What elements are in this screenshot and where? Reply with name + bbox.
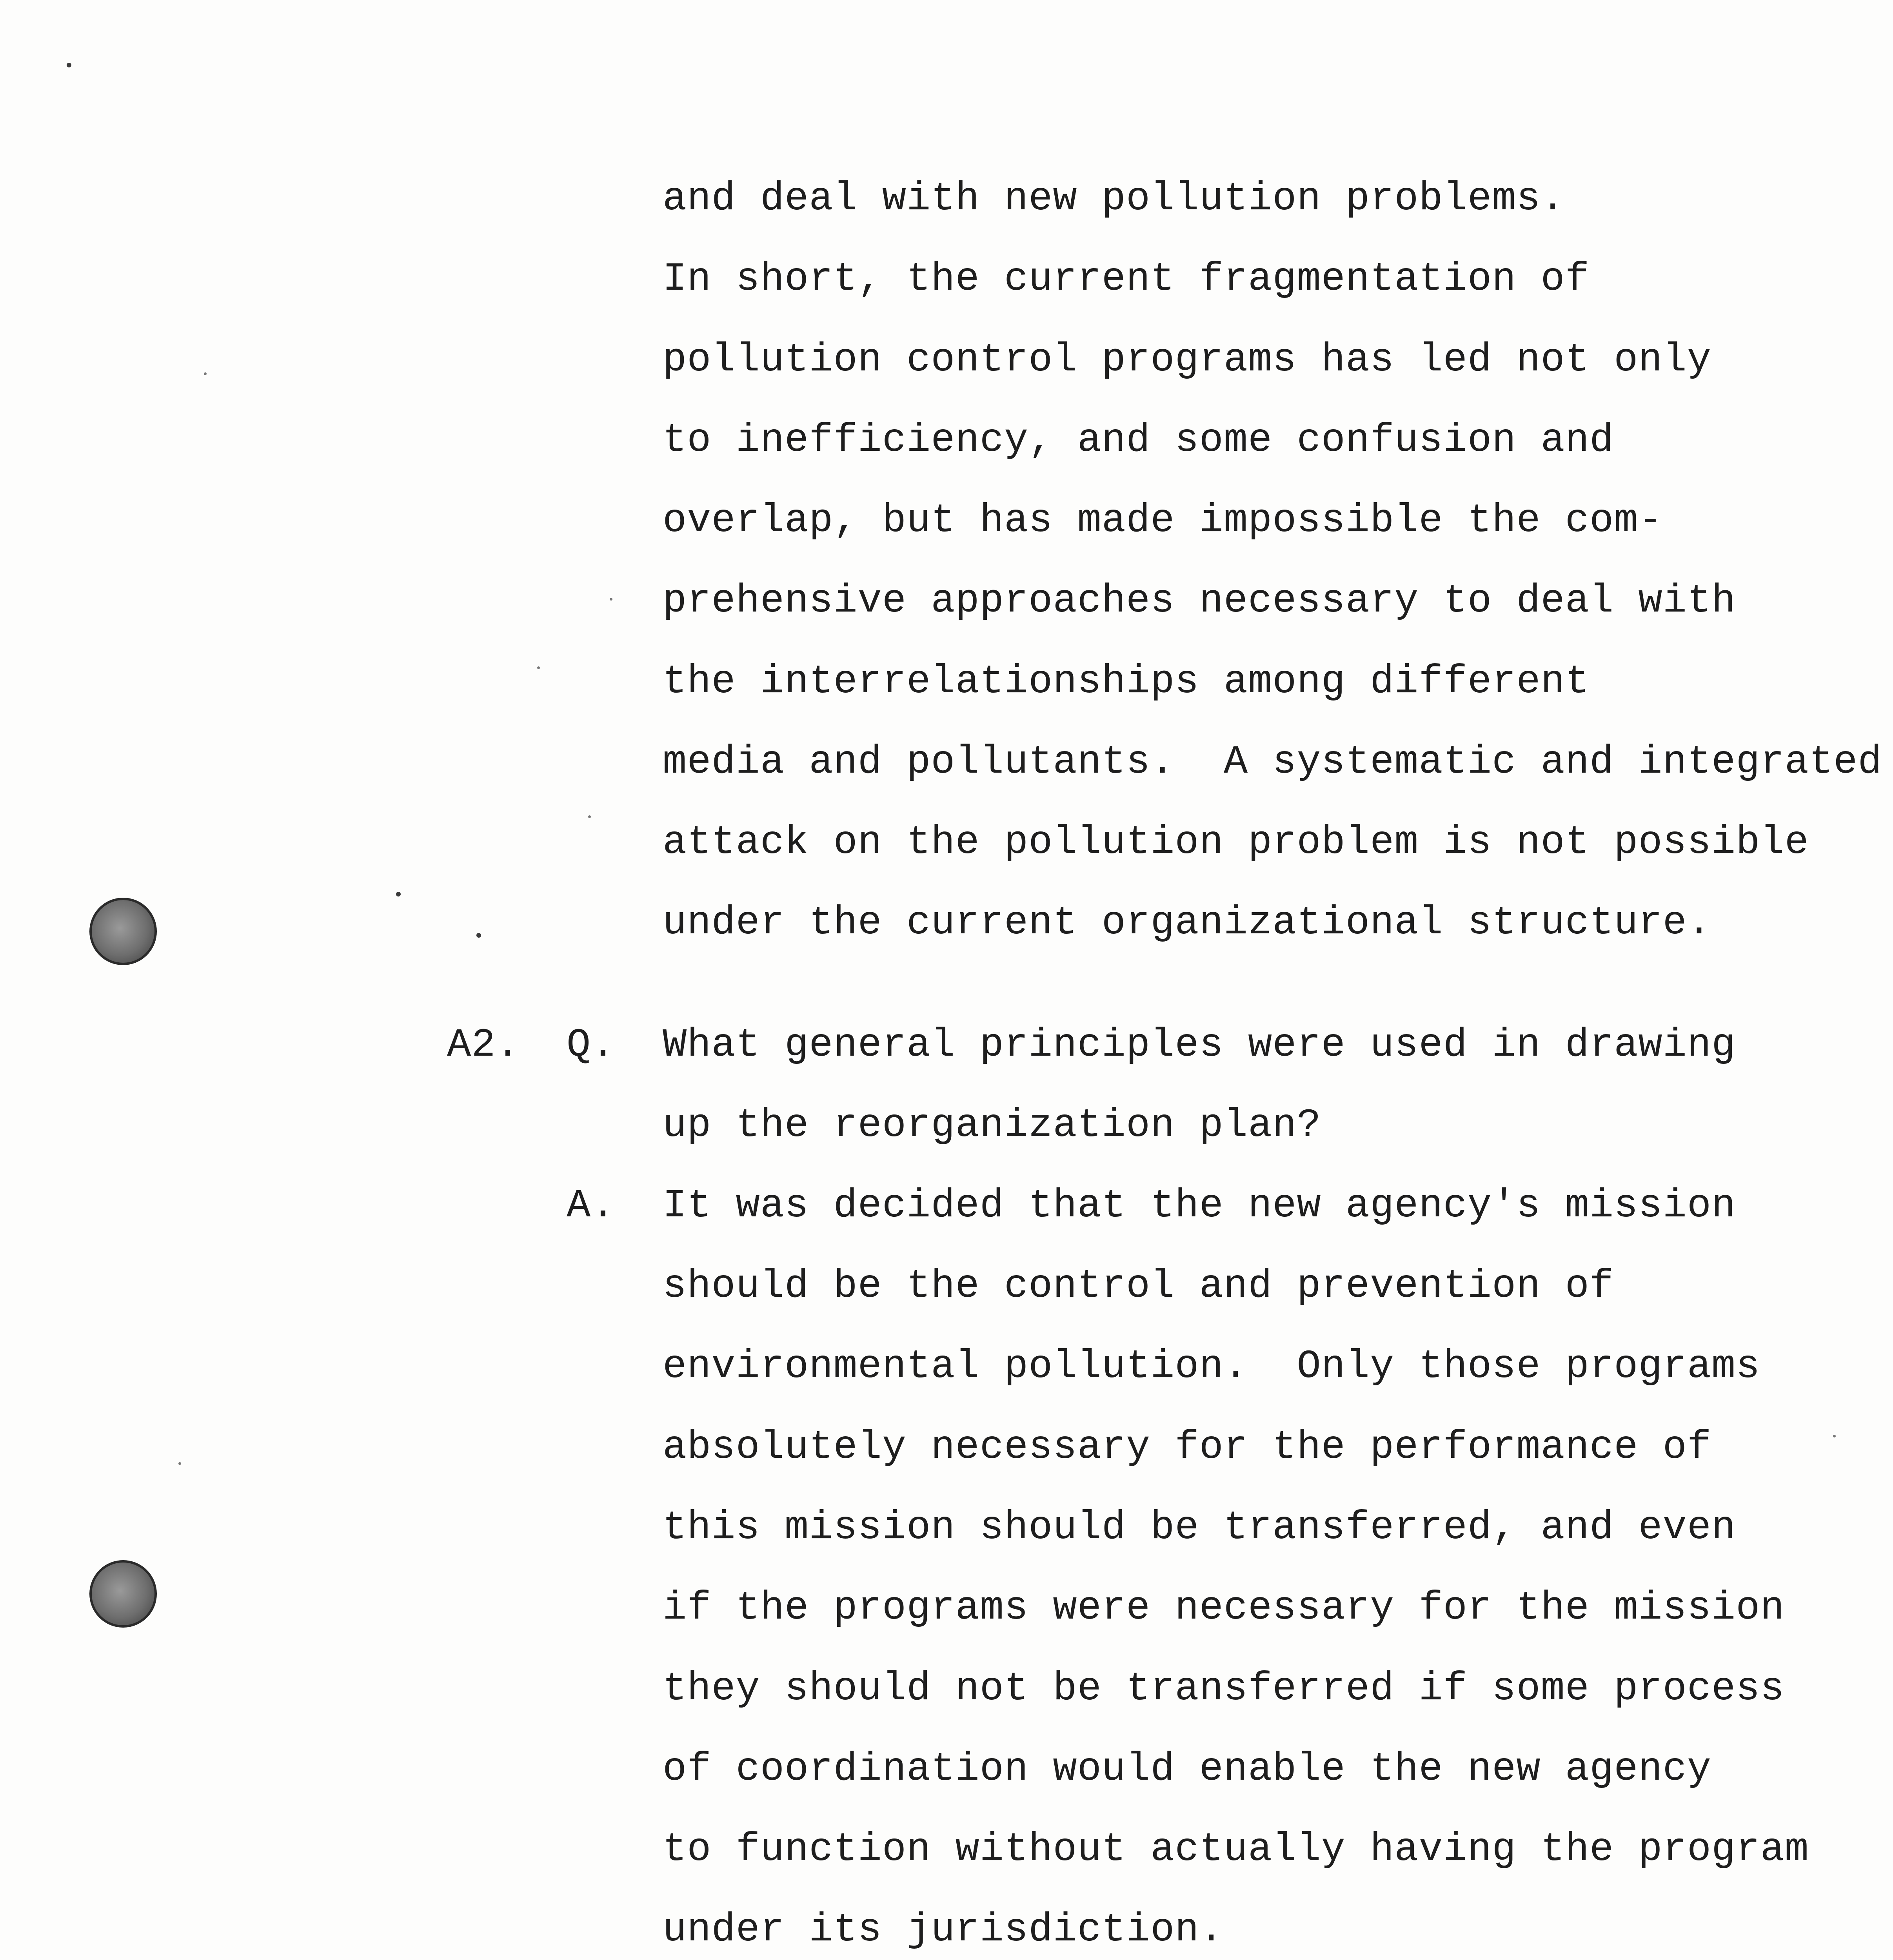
answer-text-line: to function without actually having the program <box>663 1827 1809 1872</box>
scan-speck <box>396 892 401 897</box>
answer-text-line: of coordination would enable the new agency <box>663 1746 1712 1792</box>
body-text-line: the interrelationships among different <box>663 659 1590 704</box>
body-text-line: attack on the pollution problem is not possible <box>663 820 1809 865</box>
answer-text-line: if the programs were necessary for the mission <box>663 1585 1785 1631</box>
body-text-line: overlap, but has made impossible the com- <box>663 498 1663 543</box>
answer-marker: A. <box>567 1183 616 1229</box>
body-text-line: pollution control programs has led not only <box>663 337 1712 383</box>
scan-speck <box>67 63 71 67</box>
body-text-line: In short, the current fragmentation of <box>663 256 1590 302</box>
body-text-line: media and pollutants. A systematic and integrated <box>663 739 1882 785</box>
answer-text-line: should be the control and prevention of <box>663 1263 1614 1309</box>
answer-text-line: It was decided that the new agency's mission <box>663 1183 1736 1229</box>
scan-speck <box>204 372 207 375</box>
body-text-line: under the current organizational structure. <box>663 900 1712 946</box>
question-text-line: What general principles were used in drawing <box>663 1022 1736 1068</box>
body-text-line: prehensive approaches necessary to deal with <box>663 578 1736 624</box>
scan-speck <box>588 815 591 818</box>
scan-speck <box>178 1462 181 1465</box>
body-text-line: to inefficiency, and some confusion and <box>663 417 1614 463</box>
question-text-line: up the reorganization plan? <box>663 1103 1321 1148</box>
body-text-line: and deal with new pollution problems. <box>663 176 1565 221</box>
answer-text-line: absolutely necessary for the performance of <box>663 1425 1712 1470</box>
answer-text-line: under its jurisdiction. <box>663 1907 1224 1953</box>
question-marker: Q. <box>567 1022 616 1068</box>
scan-speck <box>1833 1435 1836 1437</box>
punch-hole-upper <box>89 898 157 965</box>
item-number: A2. <box>447 1022 520 1068</box>
answer-text-line: environmental pollution. Only those programs <box>663 1344 1760 1389</box>
scan-speck <box>537 666 540 669</box>
scan-speck <box>610 598 612 601</box>
answer-text-line: this mission should be transferred, and even <box>663 1505 1736 1550</box>
scan-speck <box>476 933 481 938</box>
punch-hole-lower <box>89 1560 157 1628</box>
answer-text-line: they should not be transferred if some process <box>663 1666 1785 1711</box>
